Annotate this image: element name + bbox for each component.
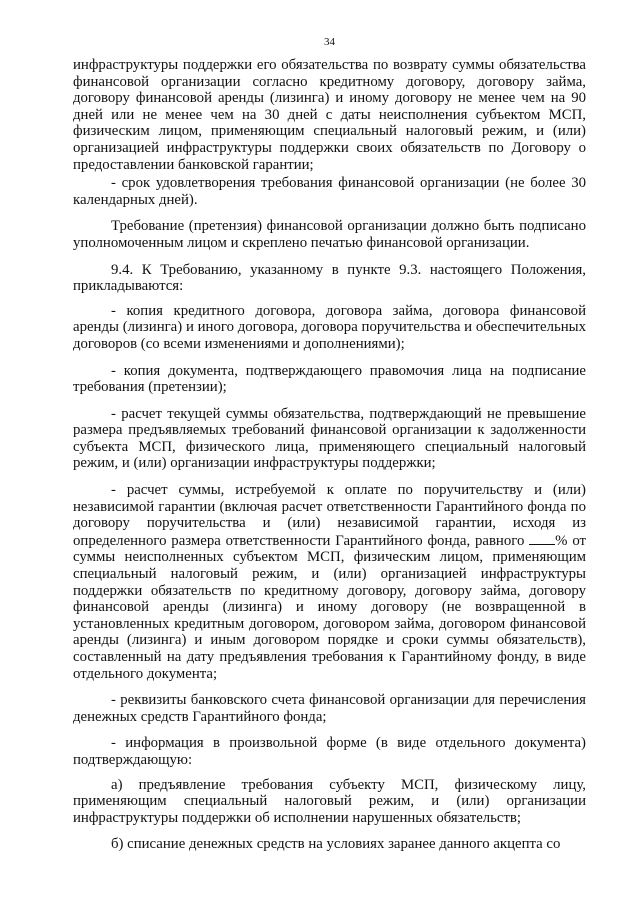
paragraph-term: - срок удовлетворения требования финансовой организации (не более 30 календарных дней).	[73, 175, 586, 208]
page-number: 34	[324, 36, 335, 48]
list-item-bank-details: - реквизиты банковского счета финансовой организации для перечисления денежных средств Гарантийного фонда;	[73, 692, 586, 725]
paragraph-claim-signature: Требование (претензия) финансовой организации должно быть подписано уполномоченным лицом и скреплено печатью финансовой организации.	[73, 218, 586, 251]
list-item-authority-document: - копия документа, подтверждающего правомочия лица на подписание требования (претензии);	[73, 362, 586, 396]
paragraph-continuation: инфраструктуры поддержки его обязательства по возврату суммы обязательства финансовой организации согласно кредитному договору, договору займа, договору финансовой аренды (лизинга) и иному договору не менее чем на 90 дней или не менее чем на 30 дней с даты неисполнения субъектом МСП, физическим лицом, применяющим специальный налоговый режим, и (или) организацией инфраструктуры поддержки своих обязательств по Договору о предоставлении банковской гарантии;	[73, 57, 586, 173]
list-item-information: - информация в произвольной форме (в виде отдельного документа) подтверждающую:	[73, 735, 586, 768]
list-item-current-amount: - расчет текущей суммы обязательства, подтверждающий не превышение размера предъявляемых требований финансовой организации к задолженности субъекта МСП, физического лица, применяющего специальный налоговый режим, и (или) организации инфраструктуры поддержки;	[73, 405, 586, 472]
calc-text-after: % от суммы неисполненных субъектом МСП, физическим лицом, применяющим специальный налоговый режим, и (или) организацией инфраструктуры поддержки обязательств по кредитному договору, договору займа, договору финансовой аренды (лизинга) и иному договору (не возвращенной в установленных кредитным договором, договором займа, договором финансовой аренды (лизинга) и иным договором порядке и сроки суммы обязательств), составленный на дату предъявления требования к Гарантийному фонду, в виде отдельного документа;	[73, 532, 586, 682]
list-item-contract-copies: - копия кредитного договора, договора займа, договора финансовой аренды (лизинга) и иного договора, договора поручительства и обеспечительных договоров (со всеми изменениями и дополнениями);	[73, 302, 586, 352]
calc-text-before: - расчет суммы, истребуемой к оплате по поручительству и (или) независимой гарантии (включая расчет ответственности Гарантийного фонда по договору поручительства и (или) независимой гарантии, исходя из определенного размера ответственности Гарантийного фонда, равного	[73, 482, 586, 549]
percent-blank	[529, 532, 555, 545]
paragraph-9-4-heading: 9.4. К Требованию, указанному в пункте 9.3. настоящего Положения, прикладываются:	[73, 261, 586, 295]
list-item-claim-calculation	[73, 482, 586, 682]
document-body	[73, 57, 586, 853]
sub-item-a: а) предъявление требования субъекту МСП, физическому лицу, применяющим специальный налоговый режим, и (или) организации инфраструктуры поддержки об исполнении нарушенных обязательств;	[73, 776, 586, 826]
sub-item-b: б) списание денежных средств на условиях заранее данного акцепта со	[111, 836, 561, 853]
